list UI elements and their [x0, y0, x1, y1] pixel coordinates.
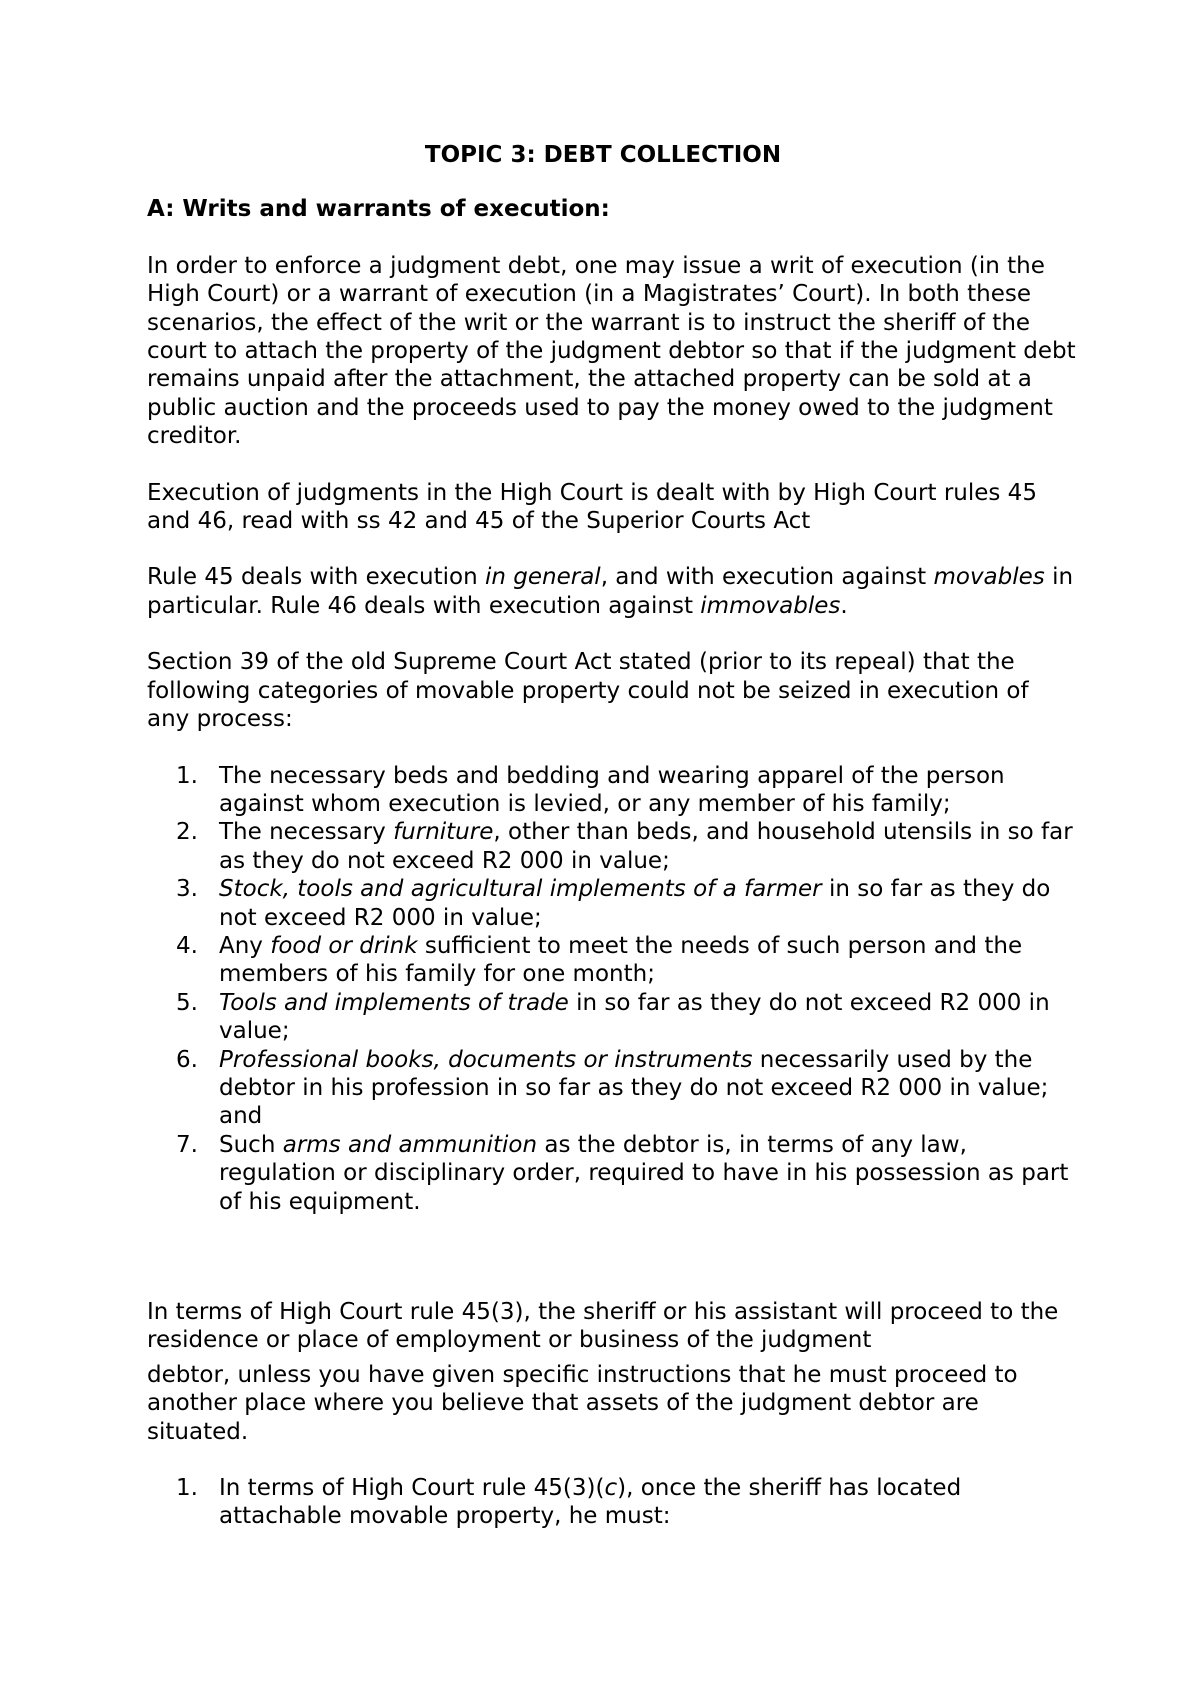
paragraph-rule-45-3-continued: debtor, unless you have given specific instructions that he must proceed to another place where you believe that assets of the judgment debtor are situated.: [147, 1361, 1018, 1445]
document-body: [147, 141, 1077, 1531]
list-item: [147, 875, 1077, 932]
paragraph-execution-high-court: Execution of judgments in the High Court is dealt with by High Court rules 45 and 46, read with ss 42 and 45 of the Superior Courts Act: [147, 479, 1037, 535]
text-run: as the debtor is, in terms of any law, regulation or disciplinary order, required to have in his possession as part of his equipment.: [219, 1131, 1069, 1215]
list-item: [147, 762, 1077, 819]
italic-run: Tools and implements of trade: [219, 989, 569, 1016]
text-run: The necessary beds and bedding and wearing apparel of the person against whom execution is levied, or any member of his family;: [219, 762, 1005, 817]
text-run: necessarily used by the debtor in his profession in so far as they do not exceed R2 000 in value; and: [219, 1046, 1049, 1130]
text-run: sufficient to meet the needs of such person and the members of his family for one month;: [219, 932, 1023, 988]
list-number: 5.: [176, 989, 198, 1016]
list-item: [147, 989, 1077, 1046]
italic-run: movables: [933, 564, 1045, 591]
italic-run: arms and ammunition: [282, 1131, 538, 1158]
exempt-property-list: [147, 762, 1077, 1217]
list-number: 1.: [176, 1475, 198, 1502]
text-run: .: [840, 592, 848, 619]
list-item: [147, 932, 1077, 989]
italic-run: immovables: [700, 592, 841, 619]
list-number: 4.: [176, 932, 198, 959]
text-run: In terms of High Court rule 45(3)(: [219, 1475, 605, 1502]
italic-run: food or drink: [270, 932, 418, 959]
text-run: in so far as they do not exceed R2 000 in value;: [219, 876, 1051, 931]
text-run: , and with execution against: [600, 564, 934, 591]
paragraph-enforce-judgment: In order to enforce a judgment debt, one may issue a writ of execution (in the High Court) or a warrant of execution (in a Magistrates’ Court). In both these scenarios, the effect of the writ or the warrant is to instruct the sheriff of the court to attach the property of the judgment debtor so that if the judgment debt remains unpaid after the attachment, the attached property can be sold at a public auction and the proceeds used to pay the money owed to the judgment creditor.: [147, 252, 1076, 450]
italic-run: furniture: [393, 819, 494, 846]
italic-run: c: [604, 1475, 618, 1502]
list-number: 6.: [176, 1046, 198, 1073]
text-run: , other than beds, and household utensils in so far as they do not exceed R2 000 in value;: [219, 819, 1073, 874]
text-run: in particular. Rule 46 deals with execution against: [147, 564, 1074, 619]
italic-run: in general: [484, 564, 601, 591]
list-item: [147, 818, 1077, 875]
text-run: ), once the sheriff has located attachable movable property, he must:: [219, 1475, 962, 1530]
paragraph-rule-45-46: [147, 563, 1077, 620]
paragraph-rule-45-3: In terms of High Court rule 45(3), the sheriff or his assistant will proceed to the residence or place of employment or business of the judgment: [147, 1299, 1059, 1354]
list-number: 3.: [176, 876, 198, 903]
list-item: [147, 1474, 1077, 1531]
italic-run: Professional books, documents or instruments: [219, 1046, 753, 1073]
list-number: 1.: [176, 762, 198, 789]
list-item: [147, 1046, 1077, 1131]
list-number: 2.: [176, 819, 198, 846]
sheriff-steps-list: [147, 1474, 1077, 1531]
text-run: Such: [219, 1131, 283, 1158]
paragraph-section-39: Section 39 of the old Supreme Court Act stated (prior to its repeal) that the following categories of movable property could not be seized in execution of any process:: [147, 649, 1029, 733]
list-item: [147, 1131, 1077, 1216]
text-run: in so far as they do not exceed R2 000 in value;: [219, 989, 1050, 1045]
page-title: TOPIC 3: DEBT COLLECTION: [424, 142, 782, 168]
text-run: Any: [219, 932, 271, 959]
text-run: Rule 45 deals with execution: [147, 564, 485, 591]
list-number: 7.: [176, 1131, 198, 1158]
italic-run: Stock, tools and agricultural implements of a farmer: [219, 876, 822, 903]
section-heading-a: A: Writs and warrants of execution:: [147, 196, 610, 223]
text-run: The necessary: [219, 819, 394, 846]
